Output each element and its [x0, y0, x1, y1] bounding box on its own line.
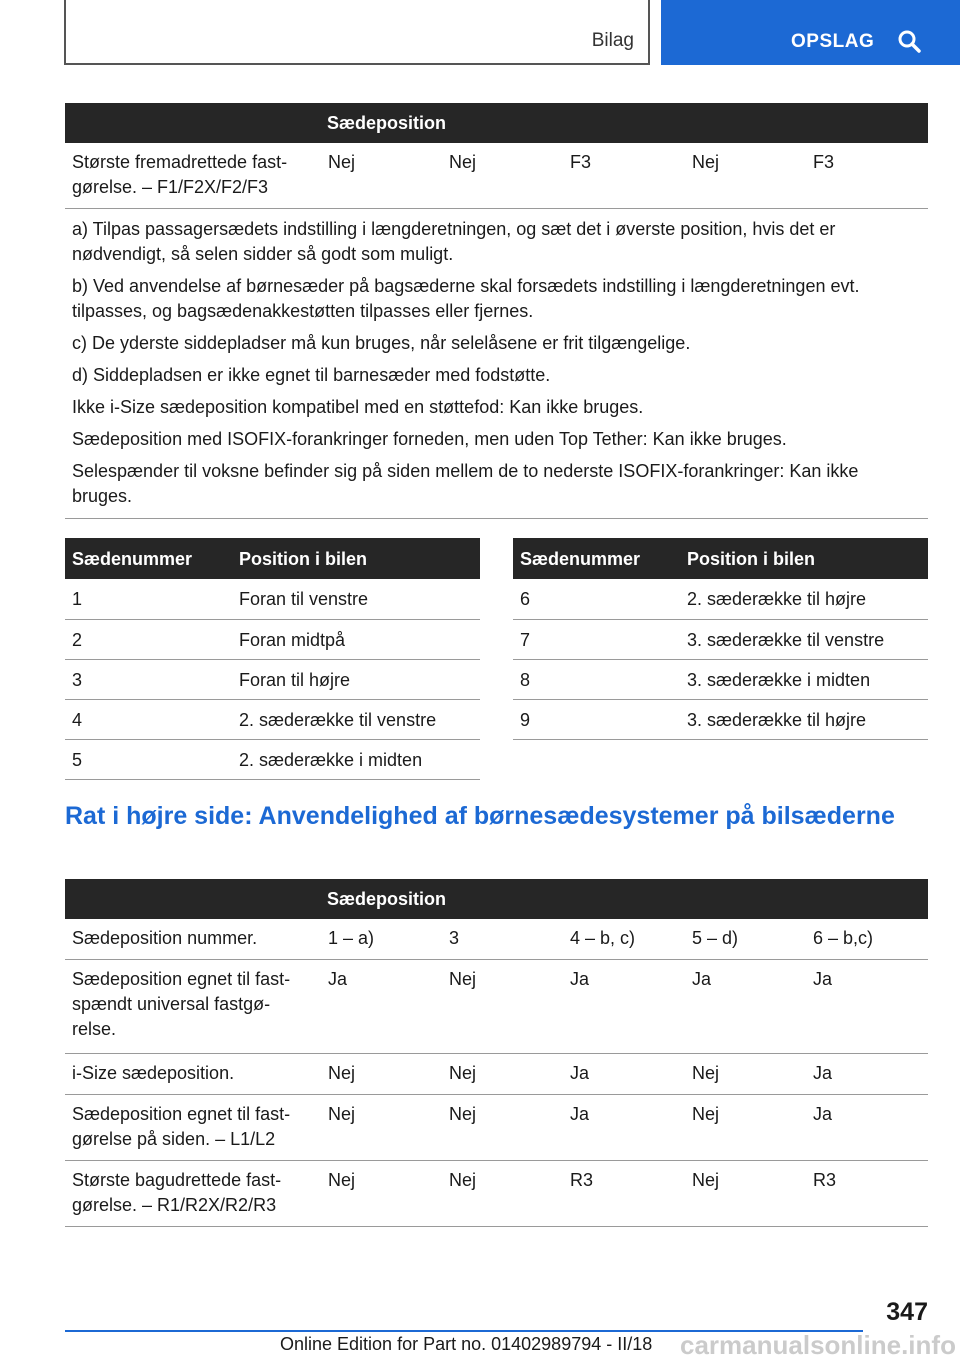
table-cell: Nej: [685, 143, 806, 209]
table-cell: Nej: [321, 1161, 442, 1227]
table-row: [513, 619, 928, 659]
table-row: [65, 1095, 928, 1161]
footer-edition-text: Online Edition for Part no. 01402989794 - II/18: [280, 1334, 653, 1354]
table-cell: Nej: [442, 143, 563, 209]
table-cell: Nej: [442, 1054, 563, 1095]
table-cell: Foran midtpå: [232, 619, 480, 659]
seat-position-table-continued: [65, 103, 928, 519]
table-row: [65, 579, 480, 619]
column-header: Sædenummer: [513, 538, 680, 579]
table-header: Sædeposition: [65, 879, 928, 919]
table-cell: 4: [65, 699, 232, 739]
table-cell: Nej: [442, 960, 563, 1054]
table-cell: 2: [65, 619, 232, 659]
section-tab-label: Bilag: [591, 30, 634, 51]
footnotes-row: [65, 209, 928, 519]
table-cell: Største fremadrettede fast-gørelse. – F1/F2X/F2/F3: [65, 143, 321, 209]
table-row: [65, 1054, 928, 1095]
table-cell: 4 – b, c): [563, 919, 685, 960]
table-row: [65, 143, 928, 209]
table-cell: Ja: [563, 1054, 685, 1095]
table-cell: Ja: [321, 960, 442, 1054]
table-cell: i-Size sædeposition.: [65, 1054, 321, 1095]
table-cell: F3: [806, 143, 928, 209]
table-cell: 5: [65, 739, 232, 779]
table-row: [513, 579, 928, 619]
table-cell: 2. sæderække i midten: [232, 739, 480, 779]
table-cell: Ja: [685, 960, 806, 1054]
table-row: [65, 659, 480, 699]
table-row: [65, 1161, 928, 1227]
footnote: c) De yderste siddepladser må kun bruges, når selelåsene er frit tilgængelige.: [72, 333, 691, 353]
table-row: [65, 699, 480, 739]
table-cell: 8: [513, 659, 680, 699]
table-cell: Nej: [321, 143, 442, 209]
table-cell: 9: [513, 699, 680, 739]
child-seat-applicability-table: [65, 879, 928, 1227]
table-row: [513, 659, 928, 699]
search-icon: [897, 29, 921, 53]
table-cell: F3: [563, 143, 685, 209]
table-cell: 3: [442, 919, 563, 960]
table-cell: Sædeposition egnet til fast-spændt universal fastgø-relse.: [65, 960, 321, 1054]
section-tab-bilag[interactable]: [64, 0, 650, 65]
table-cell: Ja: [806, 1095, 928, 1161]
table-cell: 3. sæderække til venstre: [680, 619, 928, 659]
table-header: Sædeposition: [65, 103, 928, 143]
table-cell: Nej: [685, 1095, 806, 1161]
table-cell: R3: [806, 1161, 928, 1227]
search-tab-label: OPSLAG: [791, 31, 875, 52]
table-cell: 3. sæderække i midten: [680, 659, 928, 699]
footnote: b) Ved anvendelse af børnesæder på bagsæderne skal forsædets indstilling i længderetningen evt. tilpasses, og bagsædenakkestøtten tilpasses eller fjernes.: [72, 276, 860, 321]
table-cell: Foran til venstre: [232, 579, 480, 619]
table-cell: Nej: [321, 1054, 442, 1095]
table-cell: Nej: [685, 1054, 806, 1095]
table-cell: Største bagudrettede fast-gørelse. – R1/R2X/R2/R3: [65, 1161, 321, 1227]
watermark: carmanualsonline.info: [680, 1330, 956, 1360]
table-cell: Nej: [685, 1161, 806, 1227]
table-cell: 6: [513, 579, 680, 619]
table-cell: 5 – d): [685, 919, 806, 960]
table-cell: Nej: [442, 1095, 563, 1161]
seat-number-table-right: [513, 538, 928, 740]
table-cell: Foran til højre: [232, 659, 480, 699]
column-header: Position i bilen: [680, 538, 928, 579]
table-row: [65, 960, 928, 1054]
seat-number-table-left: [65, 538, 480, 780]
page-number: 347: [886, 1298, 928, 1326]
search-tab-opslag[interactable]: [661, 0, 960, 65]
table-cell: 1: [65, 579, 232, 619]
table-cell: Sædeposition nummer.: [65, 919, 321, 960]
table-cell: Ja: [563, 960, 685, 1054]
footnote: Ikke i-Size sædeposition kompatibel med en støttefod: Kan ikke bruges.: [72, 397, 644, 417]
table-cell: 6 – b,c): [806, 919, 928, 960]
table-cell: Ja: [806, 1054, 928, 1095]
table-cell: 2. sæderække til venstre: [232, 699, 480, 739]
column-header: Position i bilen: [232, 538, 480, 579]
table-cell: 3. sæderække til højre: [680, 699, 928, 739]
table-row: [65, 919, 928, 960]
table-cell: Sædeposition egnet til fast-gørelse på siden. – L1/L2: [65, 1095, 321, 1161]
footnote: Sædeposition med ISOFIX-forankringer forneden, men uden Top Tether: Kan ikke bruges.: [72, 429, 787, 449]
footnote: Selespænder til voksne befinder sig på siden mellem de to nederste ISOFIX-forankringer: Kan ikke bruges.: [72, 461, 859, 506]
footnote: d) Siddepladsen er ikke egnet til barnesæder med fodstøtte.: [72, 365, 551, 385]
table-cell: R3: [563, 1161, 685, 1227]
table-cell: Nej: [442, 1161, 563, 1227]
table-row: [513, 699, 928, 739]
table-cell: 2. sæderække til højre: [680, 579, 928, 619]
top-navigation: [0, 0, 960, 66]
table-cell: Nej: [321, 1095, 442, 1161]
table-row: [65, 619, 480, 659]
table-cell: Ja: [563, 1095, 685, 1161]
column-header: Sædenummer: [65, 538, 232, 579]
footnote: a) Tilpas passagersædets indstilling i længderetningen, og sæt det i øverste position, hvis det er nødvendigt, så selen sidder så godt som muligt.: [72, 219, 836, 264]
table-cell: 7: [513, 619, 680, 659]
table-cell: 3: [65, 659, 232, 699]
section-heading: Rat i højre side: Anvendelighed af børnesædesystemer på bilsæderne: [65, 802, 895, 830]
table-cell: Ja: [806, 960, 928, 1054]
table-cell: 1 – a): [321, 919, 442, 960]
table-row: [65, 739, 480, 779]
